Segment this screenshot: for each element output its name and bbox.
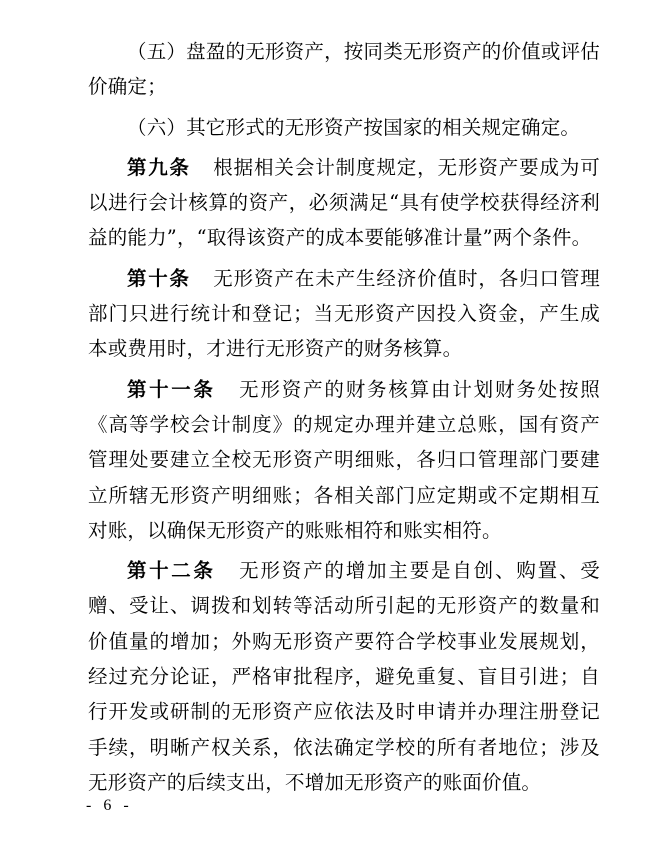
paragraph-item-6 — [88, 110, 600, 145]
paragraph-text: （六）其它形式的无形资产按国家的相关规定确定。 — [127, 115, 581, 139]
article-11 — [88, 372, 600, 548]
paragraph-item-5 — [88, 34, 600, 105]
article-heading: 第九条 — [127, 155, 191, 179]
article-heading: 第十一条 — [127, 377, 216, 401]
article-10 — [88, 261, 600, 367]
article-text: 无形资产的财务核算由计划财务处按照《高等学校会计制度》的规定办理并建立总账，国有资产管理处要建立全校无形资产明细账，各归口管理部门要建立所辖无形资产明细账；各相关部门应定期或不定期相互对账，以确保无形资产的账账相符和账实相符。 — [88, 377, 600, 542]
article-12 — [88, 553, 600, 800]
paragraph-text: （五）盘盈的无形资产，按同类无形资产的价值或评估价确定； — [88, 40, 600, 99]
article-9 — [88, 150, 600, 256]
article-heading: 第十二条 — [127, 559, 216, 583]
page-number: - 6 - — [86, 797, 133, 814]
document-body — [88, 34, 600, 800]
article-heading: 第十条 — [127, 266, 191, 290]
article-text: 根据相关会计制度规定，无形资产要成为可以进行会计核算的资产，必须满足“具有使学校获得经济利益的能力”，“取得该资产的成本要能够准计量”两个条件。 — [88, 155, 600, 250]
article-text: 无形资产的增加主要是自创、购置、受赠、受让、调拨和划转等活动所引起的无形资产的数量和价值量的增加；外购无形资产要符合学校事业发展规划，经过充分论证，严格审批程序，避免重复、盲目引进；自行开发或研制的无形资产应依法及时申请并办理注册登记手续，明晰产权关系，依法确定学校的所有者地位；涉及无形资产的后续支出，不增加无形资产的账面价值。 — [88, 559, 600, 794]
article-text: 无形资产在未产生经济价值时，各归口管理部门只进行统计和登记；当无形资产因投入资金，产生成本或费用时，才进行无形资产的财务核算。 — [88, 266, 600, 361]
